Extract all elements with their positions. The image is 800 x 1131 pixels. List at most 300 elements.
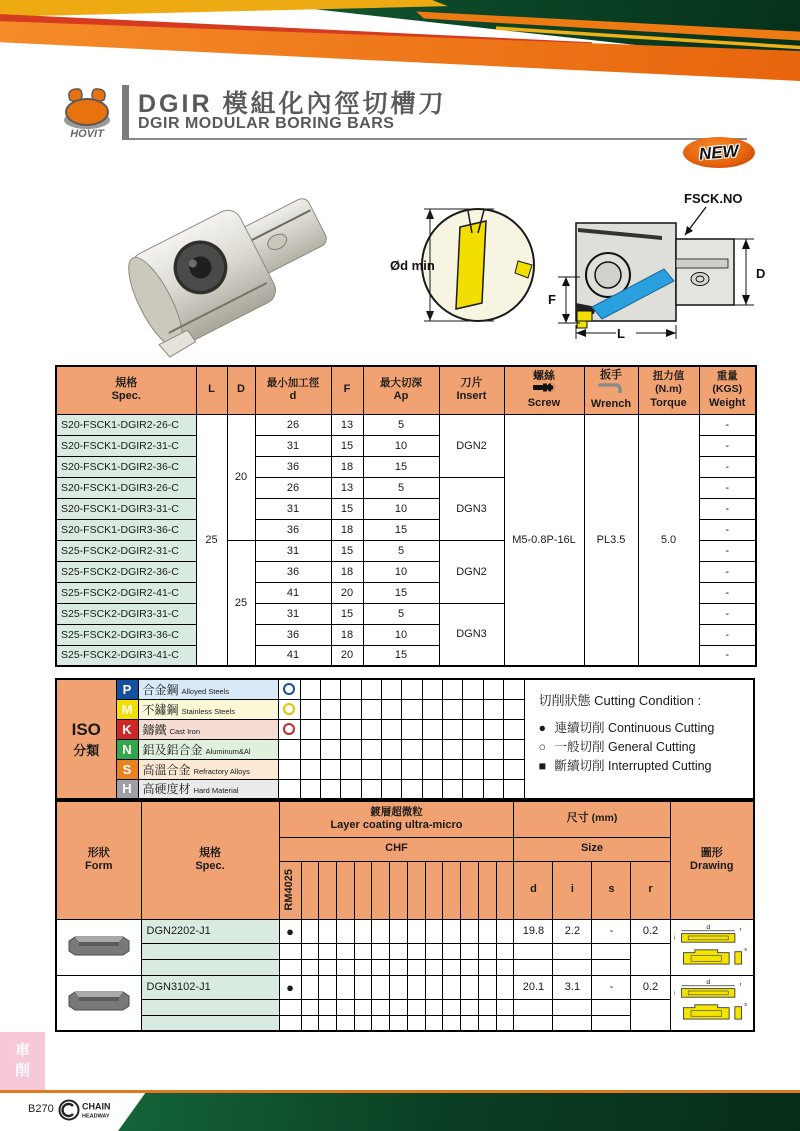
title-bar-divider: [122, 85, 129, 140]
iso-letter-K: K: [116, 719, 138, 739]
col-header-screw: 螺絲 Screw: [504, 366, 584, 414]
insert-photo: [56, 919, 141, 975]
ap-cell: 15: [363, 519, 439, 540]
grid-cell: [461, 999, 479, 1015]
grid-cell: [496, 959, 514, 975]
grid-cell: [354, 919, 372, 943]
grid-cell: [483, 699, 503, 719]
grid-cell: [478, 1015, 496, 1031]
grid-cell: [463, 719, 483, 739]
col-header-s: s: [592, 861, 631, 919]
insert-subrow: [56, 1015, 754, 1031]
grid-cell: [300, 779, 320, 799]
insert-row: [56, 919, 754, 943]
grid-cell: [425, 861, 443, 919]
general-cutting-mark: [283, 683, 295, 695]
grid-cell: [381, 679, 401, 699]
d-cell: 36: [255, 519, 331, 540]
spec-cell: S25-FSCK2-DGIR3-31-C: [56, 603, 196, 624]
grid-cell: [390, 943, 408, 959]
grid-cell: [402, 679, 422, 699]
grid-cell: [341, 739, 361, 759]
grid-cell: [319, 919, 337, 943]
spec-cell: S20-FSCK1-DGIR2-31-C: [56, 435, 196, 456]
d-cell: 31: [255, 498, 331, 519]
grid-cell: [354, 861, 372, 919]
grid-cell: [319, 999, 337, 1015]
grid-cell: [496, 861, 514, 919]
F-cell: 18: [331, 561, 363, 582]
grid-cell: [381, 779, 401, 799]
D-cell: 25: [227, 540, 255, 666]
grid-cell: [390, 919, 408, 943]
col-header-D: D: [227, 366, 255, 414]
grid-cell: [422, 779, 442, 799]
col-header-weight: 重量 (KGS) Weight: [699, 366, 756, 414]
grid-cell: [336, 959, 354, 975]
insert-subrow: [56, 959, 754, 975]
weight-cell: -: [699, 435, 756, 456]
weight-cell: -: [699, 603, 756, 624]
ap-cell: 5: [363, 540, 439, 561]
svg-text:i: i: [673, 990, 675, 997]
F-cell: 15: [331, 435, 363, 456]
d-cell: 41: [255, 582, 331, 603]
grid-cell: [553, 1015, 592, 1031]
grid-cell: [407, 959, 425, 975]
grid-cell: [483, 759, 503, 779]
grid-cell: [336, 999, 354, 1015]
spec-cell: [141, 1015, 279, 1031]
size-s-cell: -: [592, 975, 631, 999]
grid-cell: [592, 1015, 631, 1031]
weight-cell: -: [699, 414, 756, 435]
grid-cell: [461, 861, 479, 919]
grid-cell: [463, 759, 483, 779]
grid-cell: [319, 959, 337, 975]
insert-side: [577, 311, 592, 321]
grid-cell: [461, 975, 479, 999]
crab-body-icon: [66, 99, 108, 125]
spec-cell: S20-FSCK1-DGIR3-31-C: [56, 498, 196, 519]
grid-cell: [381, 719, 401, 739]
grid-cell: [461, 959, 479, 975]
weight-cell: -: [699, 456, 756, 477]
ap-cell: 15: [363, 456, 439, 477]
legend-item: ■ 斷續切削 Interrupted Cutting: [538, 758, 712, 773]
col-header-insert: 刀片 Insert: [439, 366, 504, 414]
grid-cell: [372, 959, 390, 975]
grid-cell: [407, 975, 425, 999]
iso-classification-table: [55, 678, 755, 800]
grid-cell: [425, 919, 443, 943]
iso-row-P: [56, 679, 754, 699]
spec-cell: [141, 999, 279, 1015]
ap-cell: 5: [363, 414, 439, 435]
insert-table: [55, 800, 755, 1032]
svg-text:HEADWAY: HEADWAY: [82, 1113, 110, 1120]
iso-letter-P: P: [116, 679, 138, 699]
insert-section: [456, 221, 486, 309]
dim-dmin-label: Ød min: [390, 258, 435, 273]
grid-cell: [592, 999, 631, 1015]
iso-letter-M: M: [116, 699, 138, 719]
grid-cell: [443, 919, 461, 943]
grid-cell: [443, 1015, 461, 1031]
grid-cell: [390, 959, 408, 975]
grid-cell: [354, 943, 372, 959]
grade-header: RM4025: [279, 861, 301, 919]
col-header-F: F: [331, 366, 363, 414]
grid-cell: [301, 861, 319, 919]
grid-cell: [443, 719, 463, 739]
insert-subrow: [56, 943, 754, 959]
spec-cell: S25-FSCK2-DGIR2-31-C: [56, 540, 196, 561]
technical-diagram: [388, 183, 770, 348]
insert-cell: DGN3: [439, 477, 504, 540]
ap-cell: 5: [363, 603, 439, 624]
insert-cell: DGN2: [439, 414, 504, 477]
grid-cell: [319, 975, 337, 999]
grid-cell: [372, 975, 390, 999]
grid-cell: [354, 959, 372, 975]
d-cell: 26: [255, 414, 331, 435]
table-row: [56, 414, 756, 435]
grade-mark-cell: ●: [279, 919, 301, 943]
section-tab-turning: 車 削: [0, 1032, 45, 1090]
grid-cell: [336, 1015, 354, 1031]
iso-material: 鑄鐵 Cast Iron: [138, 719, 278, 739]
general-cutting-mark: [283, 723, 295, 735]
dim-L-label: L: [617, 326, 625, 341]
spec-cell: DGN2202-J1: [141, 919, 279, 943]
grid-cell: [514, 1015, 553, 1031]
grid-cell: [336, 975, 354, 999]
iso-material: 不鏽鋼 Stainless Steels: [138, 699, 278, 719]
grid-cell: [381, 739, 401, 759]
grade-mark-cell: [278, 739, 300, 759]
footer-green-band: [118, 1093, 800, 1131]
F-cell: 15: [331, 603, 363, 624]
svg-text:s: s: [744, 946, 747, 953]
L-cell: 25: [196, 414, 227, 666]
grid-cell: [361, 759, 381, 779]
grid-cell: [341, 759, 361, 779]
ap-cell: 5: [363, 477, 439, 498]
grid-cell: [443, 679, 463, 699]
grid-cell: [425, 975, 443, 999]
insert-row: [56, 975, 754, 999]
grid-cell: [425, 999, 443, 1015]
logo-wordmark: HOVIT: [70, 128, 104, 140]
ap-cell: 10: [363, 435, 439, 456]
col-header-d: 最小加工徑 d: [255, 366, 331, 414]
grid-cell: [553, 959, 592, 975]
grid-cell: [300, 679, 320, 699]
weight-cell: -: [699, 624, 756, 645]
grid-cell: [402, 739, 422, 759]
svg-text:d: d: [706, 923, 710, 931]
grid-cell: [483, 679, 503, 699]
legend-item: ○ 一般切削 General Cutting: [538, 739, 696, 754]
grid-cell: [407, 1015, 425, 1031]
grid-cell: [301, 919, 319, 943]
svg-text:d: d: [706, 979, 710, 987]
wrench-icon: [585, 382, 638, 398]
grid-cell: [301, 1015, 319, 1031]
grid-cell: [301, 959, 319, 975]
grid-cell: [422, 759, 442, 779]
grid-cell: [504, 779, 524, 799]
spec-cell: S25-FSCK2-DGIR2-41-C: [56, 582, 196, 603]
F-cell: 20: [331, 582, 363, 603]
grid-cell: [390, 999, 408, 1015]
grid-cell: [496, 919, 514, 943]
spec-cell: S20-FSCK1-DGIR3-26-C: [56, 477, 196, 498]
hovit-logo: [56, 84, 118, 142]
iso-material: 鋁及鋁合金 Aluminum&Al: [138, 739, 278, 759]
grid-cell: [407, 861, 425, 919]
insert-subrow: [56, 999, 754, 1015]
size-d-cell: 19.8: [514, 919, 553, 943]
grid-cell: [425, 1015, 443, 1031]
grid-cell: [341, 679, 361, 699]
spec-cell: S25-FSCK2-DGIR3-41-C: [56, 645, 196, 666]
grid-cell: [372, 999, 390, 1015]
col-header-i: i: [553, 861, 592, 919]
chain-headway-logo: [58, 1097, 116, 1125]
grid-cell: [320, 679, 340, 699]
grid-cell: [514, 959, 553, 975]
grade-mark-cell: [278, 679, 300, 699]
grid-cell: [514, 943, 553, 959]
col-header-spec: 規格 Spec.: [56, 366, 196, 414]
ap-cell: 15: [363, 645, 439, 666]
grid-cell: [425, 943, 443, 959]
grid-cell: [402, 699, 422, 719]
grid-cell: [301, 975, 319, 999]
grid-cell: [553, 999, 592, 1015]
grid-cell: [461, 1015, 479, 1031]
weight-cell: -: [699, 582, 756, 603]
D-cell: 20: [227, 414, 255, 540]
title-rule: [129, 138, 747, 140]
shank-view: [676, 239, 734, 305]
fsck-label: FSCK.NO: [684, 191, 743, 206]
grid-cell: [361, 719, 381, 739]
grade-mark-cell: [279, 999, 301, 1015]
grid-cell: [354, 1015, 372, 1031]
iso-title: ISO 分類: [56, 679, 116, 799]
page-number: B270: [28, 1103, 54, 1115]
grid-cell: [361, 739, 381, 759]
grid-cell: [422, 679, 442, 699]
iso-letter-S: S: [116, 759, 138, 779]
grid-cell: [301, 999, 319, 1015]
grid-cell: [320, 779, 340, 799]
grid-cell: [443, 739, 463, 759]
svg-text:r: r: [739, 982, 742, 989]
grid-cell: [402, 779, 422, 799]
top-banner: [0, 0, 800, 88]
grade-mark-cell: ●: [279, 975, 301, 999]
d-cell: 36: [255, 624, 331, 645]
grid-cell: [336, 919, 354, 943]
size-r-cell: 0.2: [631, 975, 670, 999]
grid-cell: [341, 699, 361, 719]
screw-icon: [505, 383, 584, 397]
grid-cell: [553, 943, 592, 959]
grid-cell: [390, 1015, 408, 1031]
F-cell: 13: [331, 414, 363, 435]
grid-cell: [478, 919, 496, 943]
grid-cell: [372, 943, 390, 959]
d-cell: 26: [255, 477, 331, 498]
grade-mark-cell: [279, 959, 301, 975]
ap-cell: 15: [363, 582, 439, 603]
dim-D-label: D: [756, 266, 766, 281]
size-d-cell: 20.1: [514, 975, 553, 999]
grid-cell: [319, 1015, 337, 1031]
grid-cell: [496, 1015, 514, 1031]
dim-F-label: F: [548, 292, 556, 307]
grid-cell: [319, 861, 337, 919]
grid-cell: [483, 779, 503, 799]
grid-cell: [443, 975, 461, 999]
insert-drawing: [670, 919, 754, 975]
grid-cell: [407, 999, 425, 1015]
grid-cell: [390, 861, 408, 919]
footer-rule: [0, 1090, 800, 1093]
spec-cell: S20-FSCK1-DGIR2-36-C: [56, 456, 196, 477]
size-i-cell: 3.1: [553, 975, 592, 999]
grid-cell: [372, 919, 390, 943]
grid-cell: [301, 943, 319, 959]
grid-cell: [381, 759, 401, 779]
iso-material: 合金鋼 Alloyed Steels: [138, 679, 278, 699]
grid-cell: [402, 759, 422, 779]
weight-cell: -: [699, 645, 756, 666]
insert-cell: DGN3: [439, 603, 504, 666]
spec-cell: [141, 959, 279, 975]
spec-cell: S20-FSCK1-DGIR3-36-C: [56, 519, 196, 540]
grid-cell: [319, 943, 337, 959]
grid-cell: [496, 943, 514, 959]
grid-cell: [390, 975, 408, 999]
grid-cell: [354, 975, 372, 999]
d-cell: 31: [255, 540, 331, 561]
main-table: [55, 365, 757, 667]
F-cell: 20: [331, 645, 363, 666]
size-s-cell: -: [592, 919, 631, 943]
col-header-L: L: [196, 366, 227, 414]
grade-mark-cell: [279, 1015, 301, 1031]
grid-cell: [402, 719, 422, 739]
grid-cell: [592, 959, 631, 975]
grid-cell: [504, 739, 524, 759]
spec-cell: S25-FSCK2-DGIR2-36-C: [56, 561, 196, 582]
weight-cell: -: [699, 540, 756, 561]
coating-title: 鍍層超微粒 Layer coating ultra-micro: [279, 801, 514, 837]
iso-letter-N: N: [116, 739, 138, 759]
grid-cell: [320, 759, 340, 779]
svg-text:CHAIN: CHAIN: [82, 1101, 111, 1112]
grid-cell: [300, 699, 320, 719]
chf-header: CHF: [279, 837, 514, 861]
grid-cell: [361, 679, 381, 699]
F-cell: 13: [331, 477, 363, 498]
grid-cell: [504, 679, 524, 699]
d-cell: 36: [255, 456, 331, 477]
iso-material: 高硬度材 Hard Material: [138, 779, 278, 799]
wrench-cell: PL3.5: [584, 414, 638, 666]
d-cell: 31: [255, 603, 331, 624]
F-cell: 18: [331, 624, 363, 645]
grid-cell: [320, 699, 340, 719]
torque-cell: 5.0: [638, 414, 699, 666]
col-header-torque: 扭力值 (N.m) Torque: [638, 366, 699, 414]
spec-cell: [141, 943, 279, 959]
grid-cell: [461, 919, 479, 943]
F-cell: 18: [331, 519, 363, 540]
grid-cell: [361, 779, 381, 799]
grid-cell: [320, 719, 340, 739]
grid-cell: [504, 699, 524, 719]
grid-cell: [341, 779, 361, 799]
grid-cell: [478, 959, 496, 975]
spec-cell: DGN3102-J1: [141, 975, 279, 999]
grid-cell: [504, 759, 524, 779]
size-title: 尺寸 (mm): [514, 801, 670, 837]
grid-cell: [422, 699, 442, 719]
size-header: Size: [514, 837, 670, 861]
grid-cell: [443, 861, 461, 919]
size-i-cell: 2.2: [553, 919, 592, 943]
d-cell: 41: [255, 645, 331, 666]
grid-cell: [463, 739, 483, 759]
grid-cell: [443, 959, 461, 975]
svg-text:r: r: [739, 926, 742, 933]
grid-cell: [478, 975, 496, 999]
grid-cell: [496, 975, 514, 999]
page-title-zh: DGIR 模組化內徑切槽刀: [138, 90, 447, 118]
size-r-cell: 0.2: [631, 919, 670, 943]
page-title-en: DGIR MODULAR BORING BARS: [138, 115, 395, 132]
grid-cell: [478, 861, 496, 919]
grid-cell: [422, 739, 442, 759]
grade-mark-cell: [278, 719, 300, 739]
grid-cell: [496, 999, 514, 1015]
grid-cell: [443, 999, 461, 1015]
col-header-r: r: [631, 861, 670, 919]
cutting-condition-legend: [524, 679, 754, 799]
grid-cell: [483, 739, 503, 759]
general-cutting-mark: [283, 703, 295, 715]
F-cell: 15: [331, 498, 363, 519]
grid-cell: [514, 999, 553, 1015]
shank-screw: [691, 273, 709, 286]
grid-cell: [361, 699, 381, 719]
spec-cell: S20-FSCK1-DGIR2-26-C: [56, 414, 196, 435]
grid-cell: [443, 779, 463, 799]
iso-material: 高溫合金 Refractory Alloys: [138, 759, 278, 779]
grid-cell: [422, 719, 442, 739]
screw-cell: M5-0.8P-16L: [504, 414, 584, 666]
grid-cell: [372, 861, 390, 919]
col-header-spec: 規格 Spec.: [141, 801, 279, 919]
grid-cell: [478, 943, 496, 959]
ap-cell: 10: [363, 561, 439, 582]
